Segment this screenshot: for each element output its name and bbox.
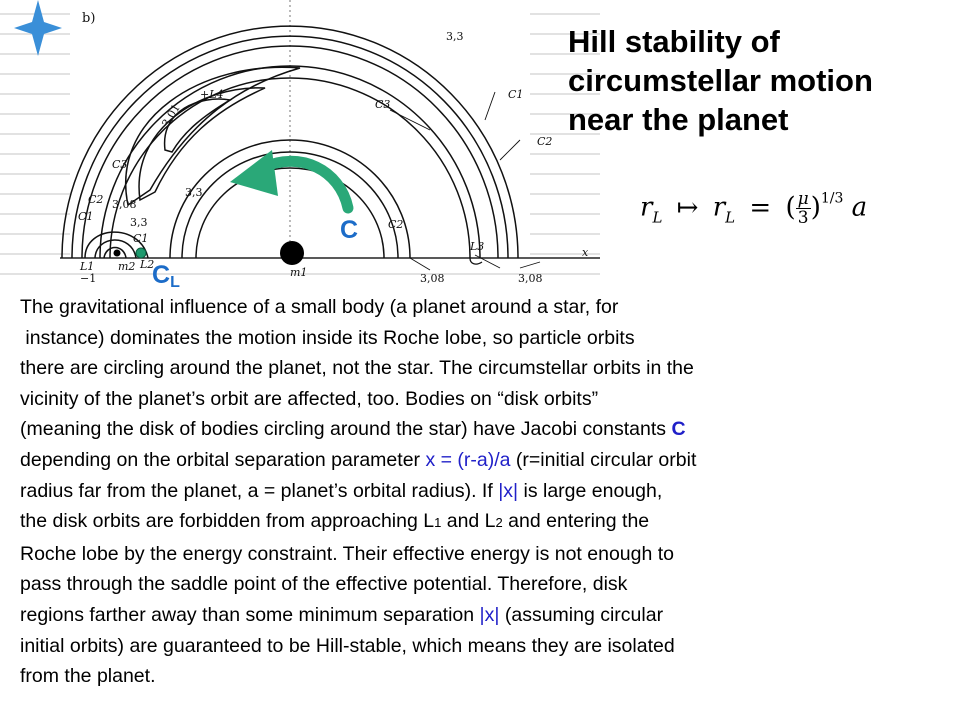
line6-text-c: (r=initial circular orbit <box>510 448 697 471</box>
formula-a: a <box>851 192 868 223</box>
paragraph-line-9: Roche lobe by the energy constraint. Their effective energy is not enough to <box>20 542 675 565</box>
paragraph-line-11 <box>20 600 955 631</box>
formula-sub2: L <box>725 208 736 227</box>
paragraph-line-5 <box>20 414 955 445</box>
line8-text-c: and entering the <box>502 510 650 533</box>
line7-text-c: is large enough, <box>518 479 663 502</box>
label-c1-mid: C1 <box>133 232 149 245</box>
line5-text: (meaning the disk of bodies circling around the star) have Jacobi constants <box>20 418 672 441</box>
label-l4: +L4 <box>200 88 224 101</box>
star-m1 <box>280 241 304 265</box>
label-308-bottom: 3,08 <box>420 272 445 285</box>
formula-mu: μ <box>797 189 809 209</box>
label-33-top: 3,3 <box>446 30 464 43</box>
formula-three: 3 <box>797 208 809 228</box>
title-line-2: circumstellar motion <box>568 63 873 98</box>
label-33-low: 3,3 <box>130 216 148 229</box>
label-c1-left: C1 <box>78 210 94 223</box>
overlay-cl-main: C <box>152 261 171 289</box>
label-c3-left: C3 <box>112 158 128 171</box>
paragraph-line-3: there are circling around the planet, not the star. The circumstellar orbits in the <box>20 357 694 380</box>
formula-equals: = <box>749 192 772 223</box>
separation-formula: x = (r-a)/a <box>425 448 511 471</box>
label-c2-left: C2 <box>88 193 104 206</box>
formula-fraction <box>796 190 811 227</box>
label-l1: L1 <box>80 260 95 273</box>
formula-rparen: ) <box>810 192 821 223</box>
line11-text-c: (assuming circular <box>499 603 664 626</box>
formula-exponent: 1/3 <box>820 190 844 207</box>
compass-star-icon <box>14 0 62 56</box>
label-m2: m2 <box>118 260 136 273</box>
l2-point-marker <box>136 248 146 258</box>
planet-m2 <box>114 250 121 257</box>
label-c1-top: C1 <box>508 88 524 101</box>
formula-lparen: ( <box>785 192 796 223</box>
label-c2-top: C2 <box>537 135 553 148</box>
label-l2: L2 <box>140 258 155 271</box>
overlay-c-label: C <box>340 216 359 244</box>
explanation-paragraph <box>20 292 955 692</box>
label-l3: L3 <box>470 240 485 253</box>
label-x-axis: x <box>582 246 589 259</box>
label-308-left: 3,08 <box>112 198 137 211</box>
hill-radius-formula <box>640 190 867 227</box>
label-m1: m1 <box>290 266 308 279</box>
paragraph-line-6 <box>20 445 955 476</box>
paragraph-line-2: instance) dominates the motion inside its Roche lobe, so particle orbits <box>20 326 635 349</box>
paragraph-line-10: pass through the saddle point of the effective potential. Therefore, disk <box>20 573 628 596</box>
title-line-1: Hill stability of <box>568 24 780 59</box>
paragraph-line-7 <box>20 476 955 507</box>
panel-label: b) <box>82 11 96 26</box>
title-line-3: near the planet <box>568 102 789 137</box>
formula-r1: r <box>640 192 653 223</box>
formula-maps: ↦ <box>676 192 699 223</box>
label-minus1: −1 <box>80 272 97 285</box>
formula-sub1: L <box>652 208 663 227</box>
overlay-cl-sub: L <box>170 274 180 291</box>
paragraph-line-8 <box>20 506 955 539</box>
label-c2-low: C2 <box>388 218 404 231</box>
l2-subscript: 2 <box>495 515 503 531</box>
label-c3-top: C3 <box>375 98 391 111</box>
l1-subscript: 1 <box>434 515 442 531</box>
jacobi-constant-c: C <box>671 418 686 441</box>
paragraph-line-12: initial orbits) are guaranteed to be Hill-stable, which means they are isolated <box>20 634 675 657</box>
line11-text-a: regions farther away than some minimum separation <box>20 603 480 626</box>
line7-text-a: radius far from the planet, a = planet’s orbital radius). If <box>20 479 499 502</box>
jacobi-contour-figure <box>0 0 600 295</box>
label-301: 3,01 <box>159 101 183 130</box>
paragraph-line-4: vicinity of the planet’s orbit are affected, too. Bodies on “disk orbits” <box>20 387 599 410</box>
page-title <box>568 22 953 139</box>
abs-x-2: |x| <box>479 603 500 626</box>
line6-text-a: depending on the orbital separation parameter <box>20 448 426 471</box>
label-308-right: 3,08 <box>518 272 543 285</box>
line8-text-a: the disk orbits are forbidden from approaching L <box>20 510 435 533</box>
line8-text-b: and L <box>441 510 496 533</box>
paragraph-line-13: from the planet. <box>20 665 156 688</box>
paragraph-line-1: The gravitational influence of a small body (a planet around a star, for <box>20 296 619 318</box>
abs-x-1: |x| <box>498 479 519 502</box>
formula-r2: r <box>712 192 726 223</box>
label-33-mid: 3,3 <box>185 186 203 199</box>
